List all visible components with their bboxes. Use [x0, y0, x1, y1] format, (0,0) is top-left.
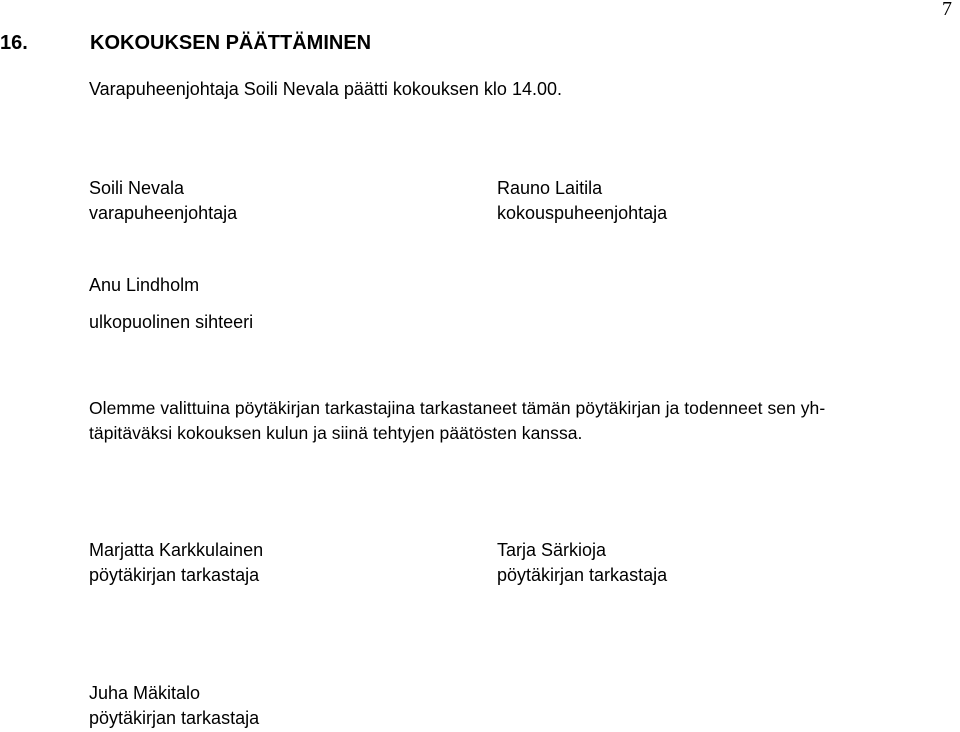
section-number: 16.	[0, 32, 28, 54]
secretary-name: Anu Lindholm	[89, 275, 200, 295]
signatory-name: Tarja Särkioja	[497, 540, 607, 560]
signatory-role: pöytäkirjan tarkastaja	[497, 565, 668, 585]
signature-checker-3	[89, 681, 259, 731]
closing-statement: Varapuheenjohtaja Soili Nevala päätti kokouksen klo 14.00.	[89, 79, 562, 99]
signatory-role: varapuheenjohtaja	[89, 203, 238, 223]
signatory-role: pöytäkirjan tarkastaja	[89, 708, 260, 728]
signature-vice-chair	[89, 176, 237, 226]
signature-chair	[497, 176, 667, 226]
page-number: 7	[942, 0, 952, 20]
signature-checker-1	[89, 538, 263, 588]
signatory-name: Soili Nevala	[89, 178, 185, 198]
verification-paragraph	[89, 396, 951, 446]
section-heading	[0, 32, 371, 55]
signatory-name: Rauno Laitila	[497, 178, 603, 198]
signatory-role: kokouspuheenjohtaja	[497, 203, 668, 223]
signatory-role: pöytäkirjan tarkastaja	[89, 565, 260, 585]
secretary-role: ulkopuolinen sihteeri	[89, 312, 254, 332]
signatory-name: Juha Mäkitalo	[89, 683, 201, 703]
verification-line-2: täpitäväksi kokouksen kulun ja siinä tehtyjen päätösten kanssa.	[89, 423, 583, 443]
signatory-name: Marjatta Karkkulainen	[89, 540, 264, 560]
verification-line-1: Olemme valittuina pöytäkirjan tarkastajina tarkastaneet tämän pöytäkirjan ja todenneet sen yh-	[89, 398, 826, 418]
signature-checker-2	[497, 538, 667, 588]
section-title: KOKOUKSEN PÄÄTTÄMINEN	[90, 32, 372, 54]
